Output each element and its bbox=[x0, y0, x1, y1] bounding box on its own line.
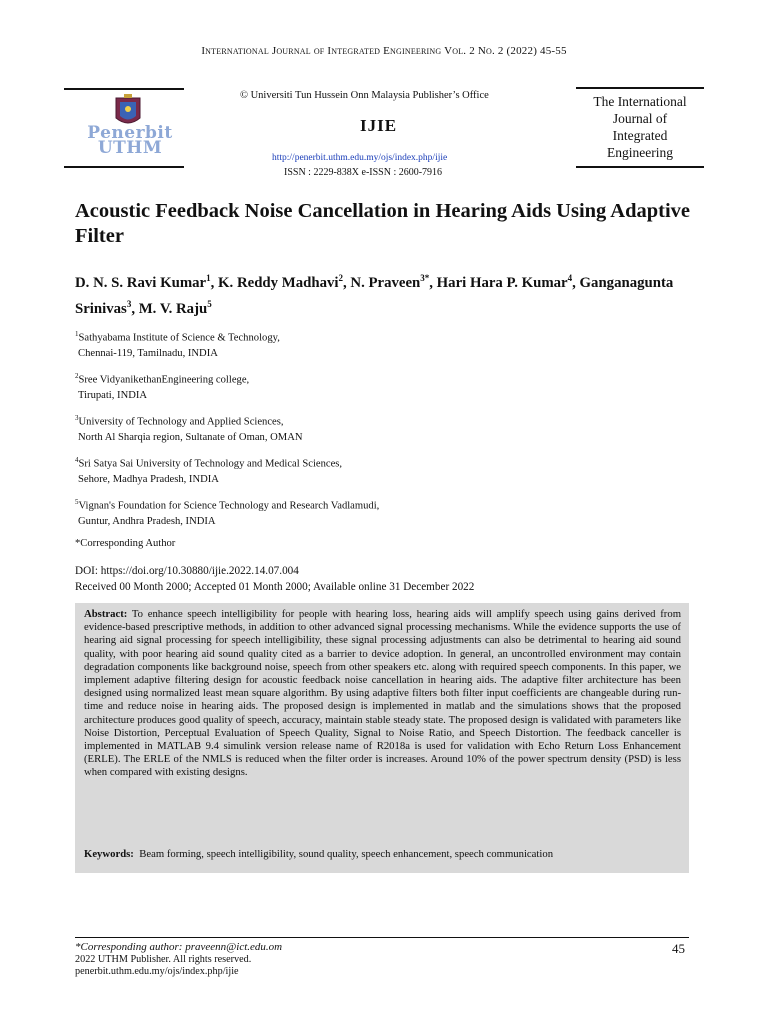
author-name: D. N. S. Ravi Kumar bbox=[75, 274, 207, 291]
author-name: K. Reddy Madhavi bbox=[218, 274, 339, 291]
author-name: N. Praveen bbox=[350, 274, 421, 291]
author-list: D. N. S. Ravi Kumar$^1$, K. Reddy Madhavi$^2$, N. Praveen$^{3*}$, Hari Hara P. Kumar$^4$, Ganganagunta Srinivas$^3$, M. V. Raju$^5$ bbox=[75, 273, 674, 317]
footer-rights: 2022 UTHM Publisher. All rights reserved. bbox=[75, 953, 252, 965]
affiliation-1: $^1$Sathyabama Institute of Science & Technology, Chennai-119, Tamilnadu, INDIA bbox=[75, 330, 280, 360]
journal-short-name: IJIE bbox=[360, 116, 398, 135]
author-name: Hari Hara P. Kumar bbox=[436, 274, 568, 291]
running-head: International Journal of Integrated Engineering Vol. 2 No. 2 (2022) 45-55 bbox=[201, 45, 567, 57]
header-rule-left-bottom bbox=[64, 166, 184, 168]
publisher-copyright: © Universiti Tun Hussein Onn Malaysia Publisher’s Office bbox=[240, 90, 489, 101]
article-info bbox=[75, 563, 474, 595]
header-rule-right-bottom bbox=[576, 166, 704, 168]
author-name: M. V. Raju bbox=[138, 300, 208, 317]
affiliation-2: $^2$Sree VidyanikethanEngineering college, Tirupati, INDIA bbox=[75, 372, 250, 402]
keywords-text: Beam forming, speech intelligibility, sound quality, speech enhancement, speech communication bbox=[139, 848, 554, 860]
affiliation-5: $^5$Vignan's Foundation for Science Technology and Research Vadlamudi, Guntur, Andhra Pradesh, INDIA bbox=[75, 498, 380, 528]
paper-title: Acoustic Feedback Noise Cancellation in Hearing Aids Using Adaptive Filter bbox=[75, 200, 691, 247]
footer-corresponding-author: *Corresponding author: praveenn@ict.edu.om bbox=[75, 941, 283, 953]
page-number: 45 bbox=[672, 941, 685, 956]
header-rule-right-top bbox=[576, 87, 704, 89]
doi-link[interactable]: DOI: https://doi.org/10.30880/ijie.2022.14.07.004 bbox=[75, 565, 299, 577]
publisher-logo-text: Penerbit UTHM bbox=[87, 123, 173, 158]
author-name: Ganganagunta Srinivas bbox=[75, 274, 674, 317]
affiliation-4: $^4$Sri Satya Sai University of Technology and Medical Sciences, Sehore, Madhya Pradesh, INDIA bbox=[75, 456, 343, 486]
issn-line: ISSN : 2229-838X e-ISSN : 2600-7916 bbox=[284, 167, 443, 178]
corresponding-author-note: *Corresponding Author bbox=[75, 538, 176, 549]
journal-name-box: The International Journal of Integrated Engineering bbox=[593, 94, 687, 160]
abstract bbox=[84, 608, 681, 780]
footer-site-link[interactable]: penerbit.uthm.edu.my/ojs/index.php/ijie bbox=[75, 966, 239, 977]
keywords-label: Keywords: bbox=[84, 848, 134, 860]
journal-url-link[interactable]: http://penerbit.uthm.edu.my/ojs/index.php/ijie bbox=[272, 153, 448, 163]
abstract-body: To enhance speech intelligibility for people with hearing loss, hearing aids will amplify speech using gains derived from evidence-based prescriptive methods, in addition to other advanced signal processing mechanisms. While the evidence supports the use of hearing aid signal processing for speech intelligibility, these signal processing adjustments can also be detrimental to hearing aid sound quality, with poor hearing aid sound quality cited as a barrier to device adoption. In general, an uncontrolled environment may contain degradation components like background noise, speech from other speakers etc. along with required speech components. In this paper, we implement adaptive filtering design for acoustic feedback noise cancellation in hearing aids. The adaptive filter architecture has been designed using normalized least mean square algorithm. By using adaptive filters both filter input coefficients are changeable during run-time and reduce noise in hearing aids. The proposed design is implemented in matlab and the simulations shows that the proposed architecture produces good quality of speech, accuracy, maintain stable steady state. The proposed design is validated with parameters like Noise Distortion, Perceptual Evaluation of Speech Quality, Signal to Noise Ratio, and Speech Distortion. The feedback canceller is implemented in MATLAB 9.4 simulink version release name of R2018a is used for validation with Echo Return Loss Enhancement (ERLE). The ERLE of the NMLS is reduced when the filter order is increases. Around 10% of the power spectrum density (PSD) is less when compared with existing designs. bbox=[84, 608, 682, 779]
footer bbox=[75, 941, 282, 979]
footer-divider bbox=[75, 937, 689, 938]
affiliation-3: $^3$University of Technology and Applied Sciences, North Al Sharqia region, Sultanate of Oman, OMAN bbox=[75, 414, 303, 444]
keywords bbox=[84, 848, 681, 860]
header-rule-left-top bbox=[64, 88, 184, 90]
abstract-label: Abstract: bbox=[84, 608, 128, 620]
received-dates: Received 00 Month 2000; Accepted 01 Month 2000; Available online 31 December 2022 bbox=[75, 581, 475, 593]
